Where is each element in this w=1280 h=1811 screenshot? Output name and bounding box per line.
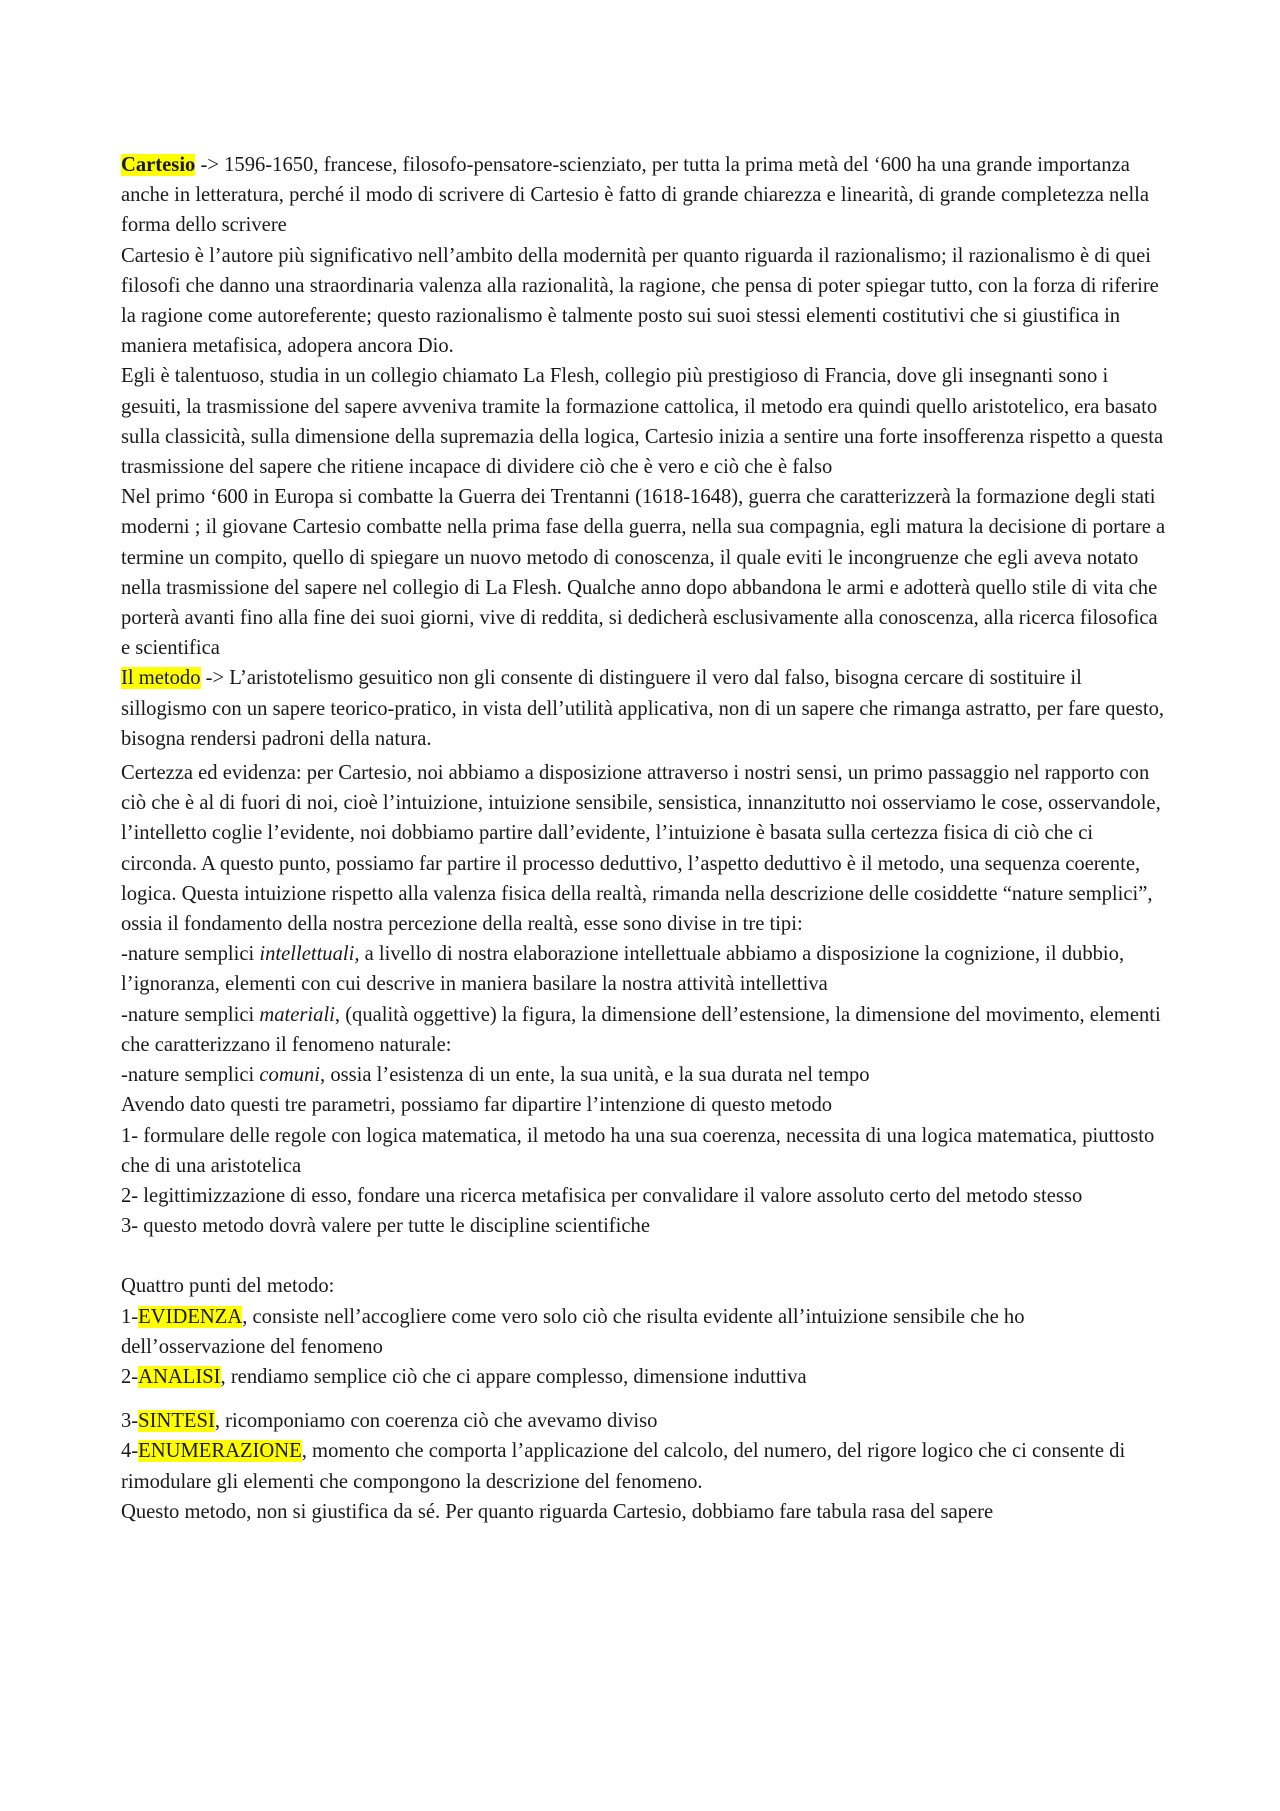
method-point-analisi xyxy=(121,1362,1171,1392)
nature-text: , (qualità oggettive) la figura, la dimensione dell’estensione, la dimensione del movimento, elementi che caratterizzano il fenomeno naturale: xyxy=(121,1003,1161,1056)
point-text: , ricomponiamo con coerenza ciò che avevamo diviso xyxy=(214,1410,658,1433)
point-number: 3- xyxy=(121,1410,139,1433)
nature-type: comuni xyxy=(259,1064,321,1087)
paragraph-certezza: Certezza ed evidenza: per Cartesio, noi abbiamo a disposizione attraverso i nostri sensi, un primo passaggio nel rapporto con ciò che è al di fuori di noi, cioè l’intuizione, intuizione sensibile, sensistica, innanzitutto noi osserviamo le cose, osservandole, l’intelletto coglie l’evidente, noi dobbiamo partire dall’evidente, l’intuizione è basata sulla certezza fisica di ciò che ci circonda. A questo punto, possiamo far partire il processo deduttivo, l’aspetto deduttivo è il metodo, una sequenza coerente, logica. Questa intuizione rispetto alla valenza fisica della realtà, rimanda nella descrizione delle cosiddette “nature semplici”, ossia il fondamento della nostra percezione della realtà, esse sono divise in tre tipi: xyxy=(121,762,1161,936)
method-point-sintesi xyxy=(121,1406,1171,1436)
paragraph-il-metodo xyxy=(121,663,1171,754)
rule-1: 1- formulare delle regole con logica matematica, il metodo ha una sua coerenza, necessita di una logica matematica, piuttosto che di una aristotelica xyxy=(121,1124,1155,1177)
nature-type: materiali xyxy=(259,1003,335,1026)
highlight-analisi: ANALISI xyxy=(138,1365,221,1388)
nature-semplici-intellettuali xyxy=(121,939,1171,999)
highlight-sintesi: SINTESI xyxy=(138,1410,215,1433)
point-number: 2- xyxy=(121,1365,139,1388)
paragraph-text: -> L’aristotelismo gesuitico non gli consente di distinguere il vero dal falso, bisogna cercare di sostituire il sillogismo con un sapere teorico-pratico, in vista dell’utilità applicativa, non di un sapere che rimanga astratto, per fare questo, bisogna rendersi padroni della natura. xyxy=(121,667,1165,750)
method-point-evidenza xyxy=(121,1302,1171,1362)
rule-2: 2- legittimizzazione di esso, fondare una ricerca metafisica per convalidare il valore assoluto certo del metodo stesso xyxy=(121,1184,1083,1207)
method-point-enumerazione xyxy=(121,1436,1171,1496)
nature-prefix: -nature semplici xyxy=(121,943,260,966)
nature-prefix: -nature semplici xyxy=(121,1003,260,1026)
heading-quattro-punti: Quattro punti del metodo: xyxy=(121,1275,335,1298)
nature-prefix: -nature semplici xyxy=(121,1064,260,1087)
point-text: , rendiamo semplice ciò che ci appare complesso, dimensione induttiva xyxy=(220,1365,807,1388)
paragraph-razionalismo: Cartesio è l’autore più significativo nell’ambito della modernità per quanto riguarda il razionalismo; il razionalismo è di quei filosofi che danno una straordinaria valenza alla razionalità, la ragione, che pensa di poter spiegar tutto, con la forza di riferire la ragione come autoreferente; questo razionalismo è talmente posto sui suoi stessi elementi costitutivi che si giustifica in maniera metafisica, adopera ancora Dio. xyxy=(121,244,1159,358)
highlight-evidenza: EVIDENZA xyxy=(138,1305,243,1328)
nature-text: a livello di nostra elaborazione intellettuale abbiamo a disposizione la cognizione, il dubbio, l’ignoranza, elementi con cui descrive in maniera basilare la nostra attività intellettiva xyxy=(121,943,1125,996)
point-text: , consiste nell’accogliere come vero solo ciò che risulta evidente all’intuizione sensibile che ho dell’osservazione del fenomeno xyxy=(121,1305,1025,1358)
highlight-enumerazione: ENUMERAZIONE xyxy=(138,1440,302,1463)
point-text: , momento che comporta l’applicazione del calcolo, del numero, del rigore logico che ci consente di rimodulare gli elementi che compongono la descrizione del fenomeno. xyxy=(121,1440,1126,1493)
nature-type: intellettuali, xyxy=(259,943,360,966)
rule-3: 3- questo metodo dovrà valere per tutte le discipline scientifiche xyxy=(121,1215,650,1238)
paragraph-cartesio-intro xyxy=(121,150,1171,241)
point-number: 4- xyxy=(121,1440,139,1463)
blank-line xyxy=(121,1241,1171,1271)
paragraph-tabula-rasa: Questo metodo, non si giustifica da sé. Per quanto riguarda Cartesio, dobbiamo fare tabula rasa del sapere xyxy=(121,1500,994,1523)
nature-semplici-comuni xyxy=(121,1060,1171,1090)
highlight-cartesio: Cartesio xyxy=(121,154,196,176)
highlight-il-metodo: Il metodo xyxy=(121,667,201,690)
nature-text: , ossia l’esistenza di un ente, la sua unità, e la sua durata nel tempo xyxy=(320,1064,870,1087)
paragraph-text: -> 1596-1650, francese, filosofo-pensatore-scienziato, per tutta la prima metà del ‘600 ha una grande importanza anche in letteratura, perché il modo di scrivere di Cartesio è fatto di grande chiarezza e linearità, di grande completezza nella forma dello scrivere xyxy=(121,154,1150,237)
nature-semplici-materiali xyxy=(121,1000,1171,1060)
paragraph-guerra: Nel primo ‘600 in Europa si combatte la Guerra dei Trentanni (1618-1648), guerra che caratterizzerà la formazione degli stati moderni ; il giovane Cartesio combatte nella prima fase della guerra, nella sua compagnia, egli matura la decisione di portare a termine un compito, quello di spiegare un nuovo metodo di conoscenza, il quale eviti le incongruenze che egli aveva notato nella trasmissione del sapere nel collegio di La Flesh. Qualche anno dopo abbandona le armi e adotterà quello stile di vita che porterà avanti fino alla fine dei suoi giorni, vive di reddita, si dedicherà esclusivamente alla conoscenza, alla ricerca filosofica e scientifica xyxy=(121,486,1166,660)
paragraph-parametri: Avendo dato questi tre parametri, possiamo far dipartire l’intenzione di questo metodo xyxy=(121,1094,833,1117)
document-page xyxy=(121,150,1171,1527)
point-number: 1- xyxy=(121,1305,139,1328)
paragraph-la-flesh: Egli è talentuoso, studia in un collegio chiamato La Flesh, collegio più prestigioso di Francia, dove gli insegnanti sono i gesuiti, la trasmissione del sapere avveniva tramite la formazione cattolica, il metodo era quindi quello aristotelico, era basato sulla classicità, sulla dimensione della supremazia della logica, Cartesio inizia a sentire una forte insofferenza rispetto a questa trasmissione del sapere che ritiene incapace di dividere ciò che è vero e ciò che è falso xyxy=(121,365,1164,479)
